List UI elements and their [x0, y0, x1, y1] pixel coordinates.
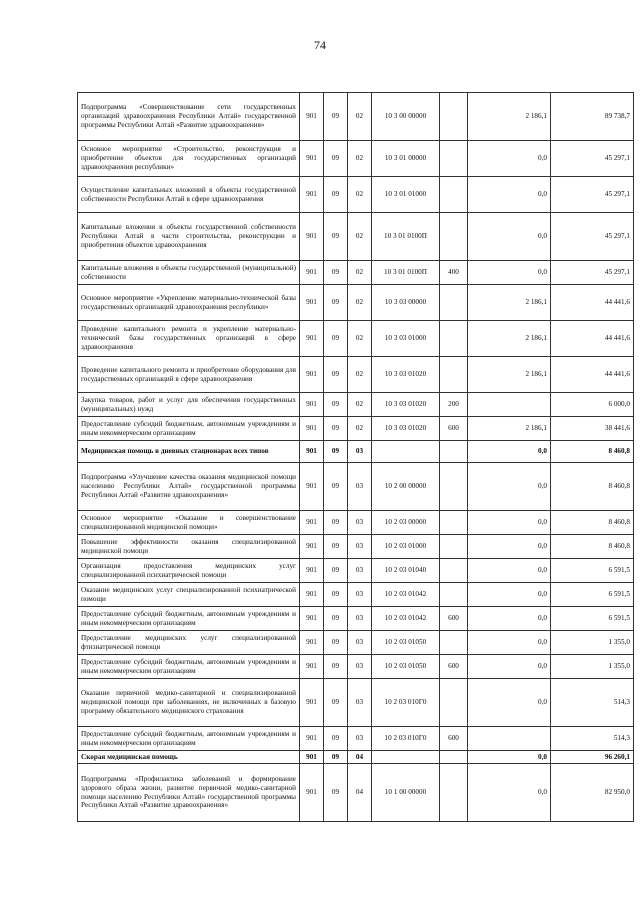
- row-amount1-cell: 0,0: [468, 177, 551, 213]
- row-name-cell: Проведение капитального ремонта и приобретение оборудования для государственных организаций в сфере здравоохранения: [78, 357, 300, 393]
- row-amount1-cell: 0,0: [468, 631, 551, 655]
- row-gr-cell: 901: [300, 727, 324, 751]
- table-row: [78, 417, 634, 441]
- table-row: [78, 727, 634, 751]
- row-name-cell: Предоставление субсидий бюджетным, автономным учреждениям и иным некоммерческим организациям: [78, 655, 300, 679]
- table-row: [78, 655, 634, 679]
- row-csr-cell: 10 3 03 01020: [372, 393, 440, 417]
- row-name-cell: Оказание медицинских услуг специализированной психиатрической помощи: [78, 583, 300, 607]
- row-gr-cell: 901: [300, 393, 324, 417]
- row-amount1-cell: 0,0: [468, 463, 551, 511]
- row-csr-cell: 10 2 03 01042: [372, 607, 440, 631]
- row-csr-cell: 10 2 03 010Г0: [372, 679, 440, 727]
- row-gr-cell: 901: [300, 535, 324, 559]
- row-name-cell: Осуществление капитальных вложений в объекты государственной собственности Республики Алтай в сфере здравоохранения: [78, 177, 300, 213]
- row-amount1-cell: 2 186,1: [468, 417, 551, 441]
- row-csr-cell: 10 2 03 01050: [372, 631, 440, 655]
- row-amount1-cell: 0,0: [468, 764, 551, 822]
- row-amount2-cell: 8 460,8: [551, 441, 634, 463]
- row-vr-cell: 600: [440, 417, 468, 441]
- row-csr-cell: 10 3 03 01020: [372, 417, 440, 441]
- row-csr-cell: 10 2 03 01050: [372, 655, 440, 679]
- row-vr-cell: [440, 441, 468, 463]
- table-row: [78, 751, 634, 764]
- row-name-cell: Скорая медицинская помощь: [78, 751, 300, 764]
- row-gr-cell: 901: [300, 511, 324, 535]
- table-row: [78, 559, 634, 583]
- row-rz-cell: 09: [324, 511, 348, 535]
- row-amount2-cell: 1 355,0: [551, 631, 634, 655]
- row-gr-cell: 901: [300, 679, 324, 727]
- table-row: [78, 261, 634, 285]
- row-name-cell: Подпрограмма «Улучшение качества оказания медицинской помощи населению Республики Алтай» государственной программы Республики Алтай «Развитие здравоохранения»: [78, 463, 300, 511]
- row-amount1-cell: 2 186,1: [468, 285, 551, 321]
- row-name-cell: Проведение капитального ремонта и укрепление материально-технической базы государственных организаций в сфере здравоохранения: [78, 321, 300, 357]
- row-vr-cell: [440, 583, 468, 607]
- row-rz-cell: 09: [324, 631, 348, 655]
- table-row: [78, 213, 634, 261]
- table-row: [78, 463, 634, 511]
- row-name-cell: Закупка товаров, работ и услуг для обеспечения государственных (муниципальных) нужд: [78, 393, 300, 417]
- table-row: [78, 583, 634, 607]
- row-amount2-cell: 82 950,0: [551, 764, 634, 822]
- row-csr-cell: 10 2 03 01000: [372, 535, 440, 559]
- row-rz-cell: 09: [324, 463, 348, 511]
- row-pr-cell: 02: [348, 177, 372, 213]
- row-gr-cell: 901: [300, 631, 324, 655]
- row-amount2-cell: 45 297,1: [551, 141, 634, 177]
- row-csr-cell: 10 3 03 01020: [372, 357, 440, 393]
- row-csr-cell: 10 2 03 00000: [372, 511, 440, 535]
- row-pr-cell: 02: [348, 93, 372, 141]
- row-pr-cell: 03: [348, 511, 372, 535]
- row-rz-cell: 09: [324, 321, 348, 357]
- row-amount2-cell: 6 000,0: [551, 393, 634, 417]
- row-gr-cell: 901: [300, 417, 324, 441]
- row-name-cell: Капитальные вложения в объекты государственной собственности Республики Алтай в части строительства, реконструкции и приобретения объектов здравоохранения: [78, 213, 300, 261]
- row-rz-cell: 09: [324, 679, 348, 727]
- table-row: [78, 285, 634, 321]
- row-amount2-cell: 6 591,5: [551, 583, 634, 607]
- row-name-cell: Предоставление субсидий бюджетным, автономным учреждениям и иным некоммерческим организациям: [78, 607, 300, 631]
- row-amount1-cell: 2 186,1: [468, 93, 551, 141]
- row-csr-cell: 10 3 03 01000: [372, 321, 440, 357]
- table-row: [78, 441, 634, 463]
- row-pr-cell: 03: [348, 583, 372, 607]
- row-rz-cell: 09: [324, 285, 348, 321]
- row-rz-cell: 09: [324, 261, 348, 285]
- row-amount2-cell: 44 441,6: [551, 357, 634, 393]
- row-amount2-cell: 45 297,1: [551, 261, 634, 285]
- table-row: [78, 631, 634, 655]
- row-pr-cell: 03: [348, 463, 372, 511]
- row-amount2-cell: 45 297,1: [551, 177, 634, 213]
- row-amount1-cell: 0,0: [468, 679, 551, 727]
- table-row: [78, 141, 634, 177]
- row-pr-cell: 03: [348, 679, 372, 727]
- row-gr-cell: 901: [300, 141, 324, 177]
- row-amount1-cell: 0,0: [468, 583, 551, 607]
- row-amount2-cell: 6 591,5: [551, 607, 634, 631]
- row-rz-cell: 09: [324, 727, 348, 751]
- row-amount2-cell: 8 460,8: [551, 535, 634, 559]
- row-name-cell: Предоставление медицинских услуг специализированной фтизиатрической помощи: [78, 631, 300, 655]
- row-gr-cell: 901: [300, 177, 324, 213]
- row-rz-cell: 09: [324, 607, 348, 631]
- row-amount1-cell: 0,0: [468, 607, 551, 631]
- row-gr-cell: 901: [300, 751, 324, 764]
- row-name-cell: Организация предоставления медицинских услуг специализированной психиатрической помощи: [78, 559, 300, 583]
- row-amount2-cell: 6 591,5: [551, 559, 634, 583]
- row-vr-cell: [440, 559, 468, 583]
- row-rz-cell: 09: [324, 751, 348, 764]
- row-amount1-cell: 2 186,1: [468, 357, 551, 393]
- row-rz-cell: 09: [324, 441, 348, 463]
- row-pr-cell: 02: [348, 285, 372, 321]
- row-vr-cell: [440, 285, 468, 321]
- row-vr-cell: [440, 141, 468, 177]
- row-rz-cell: 09: [324, 764, 348, 822]
- row-amount1-cell: 0,0: [468, 751, 551, 764]
- row-gr-cell: 901: [300, 93, 324, 141]
- row-csr-cell: 10 3 01 00000: [372, 141, 440, 177]
- row-csr-cell: 10 3 00 00000: [372, 93, 440, 141]
- row-vr-cell: 600: [440, 607, 468, 631]
- row-csr-cell: [372, 751, 440, 764]
- row-pr-cell: 02: [348, 393, 372, 417]
- row-vr-cell: 200: [440, 393, 468, 417]
- row-name-cell: Подпрограмма «Профилактика заболеваний и формирование здорового образа жизни, развитие первичной медико-санитарной помощи населению Республики Алтай» государственной программы Республики Алтай «Развитие здравоохранения»: [78, 764, 300, 822]
- row-pr-cell: 03: [348, 559, 372, 583]
- row-name-cell: Повышение эффективности оказания специализированной медицинской помощи: [78, 535, 300, 559]
- row-name-cell: Основное мероприятие «Строительство, реконструкция и приобретение объектов для государственных организаций здравоохранения республики»: [78, 141, 300, 177]
- row-name-cell: Оказание первичной медико-санитарной и специализированной медицинской помощи при заболеваниях, не включенных в базовую программу обязательного медицинского страхования: [78, 679, 300, 727]
- row-gr-cell: 901: [300, 285, 324, 321]
- row-amount1-cell: 0,0: [468, 141, 551, 177]
- row-amount2-cell: 45 297,1: [551, 213, 634, 261]
- row-csr-cell: 10 2 03 01042: [372, 583, 440, 607]
- row-amount1-cell: 2 186,1: [468, 321, 551, 357]
- row-csr-cell: 10 2 03 01040: [372, 559, 440, 583]
- row-amount2-cell: 44 441,6: [551, 285, 634, 321]
- row-gr-cell: 901: [300, 357, 324, 393]
- row-pr-cell: 02: [348, 321, 372, 357]
- row-name-cell: Основное мероприятие «Оказание и совершенствование специализированной медицинской помощи»: [78, 511, 300, 535]
- row-gr-cell: 901: [300, 321, 324, 357]
- row-amount2-cell: 89 738,7: [551, 93, 634, 141]
- row-name-cell: Предоставление субсидий бюджетным, автономным учреждениям и иным некоммерческим организациям: [78, 727, 300, 751]
- row-gr-cell: 901: [300, 441, 324, 463]
- row-amount1-cell: 0,0: [468, 511, 551, 535]
- table-row: [78, 93, 634, 141]
- row-gr-cell: 901: [300, 261, 324, 285]
- row-rz-cell: 09: [324, 417, 348, 441]
- row-csr-cell: [372, 441, 440, 463]
- row-vr-cell: [440, 321, 468, 357]
- row-csr-cell: 10 3 03 00000: [372, 285, 440, 321]
- row-amount1-cell: 0,0: [468, 441, 551, 463]
- row-vr-cell: [440, 213, 468, 261]
- row-pr-cell: 03: [348, 607, 372, 631]
- row-amount1-cell: 0,0: [468, 559, 551, 583]
- row-amount2-cell: 514,3: [551, 679, 634, 727]
- row-pr-cell: 02: [348, 213, 372, 261]
- budget-table: [77, 92, 634, 822]
- row-gr-cell: 901: [300, 463, 324, 511]
- row-pr-cell: 02: [348, 141, 372, 177]
- row-rz-cell: 09: [324, 213, 348, 261]
- row-name-cell: Предоставление субсидий бюджетным, автономным учреждениям и иным некоммерческим организациям: [78, 417, 300, 441]
- row-vr-cell: [440, 535, 468, 559]
- row-amount1-cell: [468, 727, 551, 751]
- row-gr-cell: 901: [300, 607, 324, 631]
- row-amount2-cell: 8 460,8: [551, 511, 634, 535]
- row-amount1-cell: 0,0: [468, 655, 551, 679]
- row-pr-cell: 03: [348, 655, 372, 679]
- row-vr-cell: [440, 679, 468, 727]
- table-row: [78, 607, 634, 631]
- table-row: [78, 393, 634, 417]
- row-csr-cell: 10 3 01 0100П: [372, 213, 440, 261]
- row-name-cell: Капитальные вложения в объекты государственной (муниципальной) собственности: [78, 261, 300, 285]
- row-amount1-cell: 0,0: [468, 261, 551, 285]
- row-gr-cell: 901: [300, 655, 324, 679]
- row-gr-cell: 901: [300, 764, 324, 822]
- row-gr-cell: 901: [300, 559, 324, 583]
- row-pr-cell: 04: [348, 751, 372, 764]
- row-amount1-cell: 0,0: [468, 535, 551, 559]
- row-rz-cell: 09: [324, 93, 348, 141]
- row-pr-cell: 03: [348, 535, 372, 559]
- row-pr-cell: 03: [348, 727, 372, 751]
- row-rz-cell: 09: [324, 177, 348, 213]
- row-rz-cell: 09: [324, 357, 348, 393]
- row-amount2-cell: 38 441,6: [551, 417, 634, 441]
- row-amount2-cell: 96 260,1: [551, 751, 634, 764]
- table-row: [78, 679, 634, 727]
- table-row: [78, 511, 634, 535]
- row-csr-cell: 10 2 00 00000: [372, 463, 440, 511]
- row-pr-cell: 02: [348, 261, 372, 285]
- row-rz-cell: 09: [324, 535, 348, 559]
- table-row: [78, 357, 634, 393]
- table-row: [78, 535, 634, 559]
- row-gr-cell: 901: [300, 213, 324, 261]
- row-vr-cell: [440, 764, 468, 822]
- table-row: [78, 764, 634, 822]
- row-rz-cell: 09: [324, 393, 348, 417]
- row-amount1-cell: 0,0: [468, 213, 551, 261]
- row-name-cell: Основное мероприятие «Укрепление материально-технической базы государственных организаций здравоохранения республики»: [78, 285, 300, 321]
- row-pr-cell: 04: [348, 764, 372, 822]
- row-csr-cell: 10 1 00 00000: [372, 764, 440, 822]
- row-name-cell: Подпрограмма «Совершенствование сети государственных организаций здравоохранения Республики Алтай» государственной программы Республики Алтай «Развитие здравоохранения»: [78, 93, 300, 141]
- row-amount2-cell: 8 460,8: [551, 463, 634, 511]
- row-pr-cell: 03: [348, 631, 372, 655]
- row-rz-cell: 09: [324, 141, 348, 177]
- row-amount2-cell: 514,3: [551, 727, 634, 751]
- row-amount2-cell: 44 441,6: [551, 321, 634, 357]
- row-vr-cell: [440, 511, 468, 535]
- row-pr-cell: 03: [348, 441, 372, 463]
- row-pr-cell: 02: [348, 357, 372, 393]
- table-row: [78, 321, 634, 357]
- row-rz-cell: 09: [324, 583, 348, 607]
- table-row: [78, 177, 634, 213]
- row-pr-cell: 02: [348, 417, 372, 441]
- row-vr-cell: [440, 463, 468, 511]
- row-gr-cell: 901: [300, 583, 324, 607]
- row-csr-cell: 10 3 01 01000: [372, 177, 440, 213]
- row-vr-cell: 600: [440, 727, 468, 751]
- row-name-cell: Медицинская помощь в дневных стационарах всех типов: [78, 441, 300, 463]
- row-csr-cell: 10 3 01 0100П: [372, 261, 440, 285]
- row-rz-cell: 09: [324, 559, 348, 583]
- row-vr-cell: [440, 93, 468, 141]
- row-vr-cell: 600: [440, 655, 468, 679]
- row-vr-cell: [440, 631, 468, 655]
- row-amount1-cell: [468, 393, 551, 417]
- row-vr-cell: [440, 357, 468, 393]
- row-rz-cell: 09: [324, 655, 348, 679]
- row-vr-cell: [440, 177, 468, 213]
- row-amount2-cell: 1 355,0: [551, 655, 634, 679]
- row-csr-cell: 10 2 03 010Г0: [372, 727, 440, 751]
- row-vr-cell: 400: [440, 261, 468, 285]
- page-number: 74: [314, 38, 326, 52]
- row-vr-cell: [440, 751, 468, 764]
